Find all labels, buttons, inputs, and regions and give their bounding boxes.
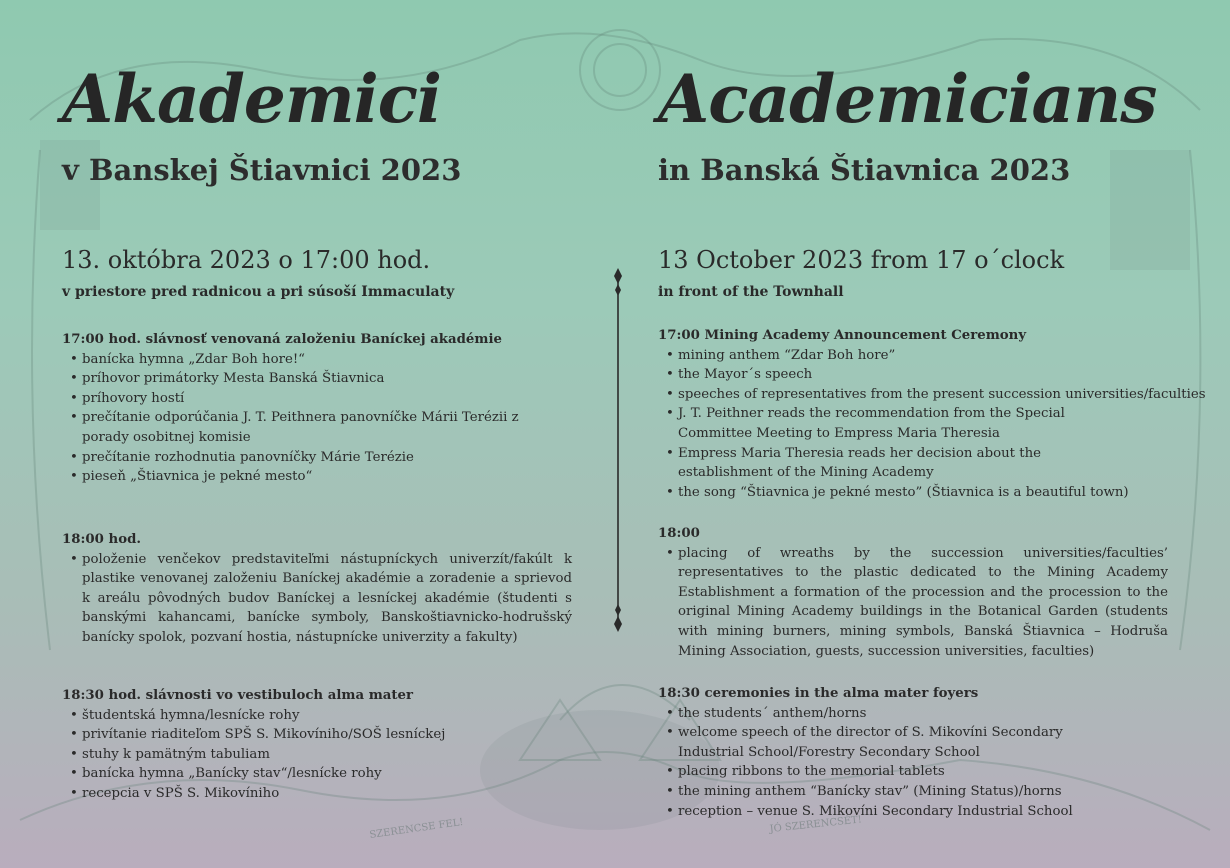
list-item: • stuhy k pamätným tabuliam — [82, 745, 532, 765]
list-item: • speeches of representatives from the present succession universities/faculties — [678, 385, 1178, 405]
list-item: • položenie venčekov predstaviteľmi nástupníckych univerzít/fakúlt k plastike venovanej založeniu Baníckej akadémie a zoradenie a sprievod k areálu pôvodných budov Baníckej a lesníckej akadémie (študenti s banskými kahancami, banícke symboly, Banskoštiavnicko-hodrušský banícky spolok, pozvaní hostia, nástupnícke univerzity a fakulty) — [82, 550, 572, 648]
list-item: • študentská hymna/lesnícke rohy — [82, 706, 532, 726]
ornamental-divider — [612, 268, 624, 632]
event-date-en: 13 October 2023 from 17 o´clock — [658, 246, 1065, 274]
list-item: • recepcia v SPŠ S. Mikovíniho — [82, 784, 532, 804]
section-heading: 18:30 ceremonies in the alma mater foyers — [658, 686, 979, 701]
program-section-en-1 — [658, 326, 1206, 502]
subtitle-sk: v Banskej Štiavnici 2023 — [62, 153, 462, 187]
program-section-sk-2 — [62, 530, 572, 648]
section-heading: 17:00 hod. slávnosť venovaná založeniu Baníckej akadémie — [62, 332, 502, 347]
event-place-sk: v priestore pred radnicou a pri súsoší Immaculaty — [62, 284, 455, 300]
section-heading: 18:00 — [658, 526, 700, 541]
page-title-sk: Akademici — [62, 60, 442, 138]
list-item: • the Mayor´s speech — [678, 365, 1178, 385]
list-item: • banícka hymna „Banícky stav“/lesnícke rohy — [82, 764, 532, 784]
list-item: • privítanie riaditeľom SPŠ S. Mikovíniho/SOŠ lesníckej — [82, 725, 532, 745]
list-item: • mining anthem “Zdar Boh hore” — [678, 346, 1178, 366]
list-item: • banícka hymna „Zdar Boh hore!“ — [82, 350, 532, 370]
list-item: • prečítanie odporúčania J. T. Peithnera panovníčke Márii Terézii z porady osobitnej komisie — [82, 408, 522, 447]
list-item: • príhovory hostí — [82, 389, 532, 409]
list-item: • Empress Maria Theresia reads her decision about the establishment of the Mining Academy — [678, 444, 1128, 483]
list-item: • placing of wreaths by the succession universities/faculties’ representatives to the plastic dedicated to the Mining Academy Establishment a formation of the procession and the procession to the original Mining Academy buildings in the Botanical Garden (students with mining burners, mining symbols, Banská Štiavnica – Hodruša Mining Association, guests, succession universities, faculties) — [678, 544, 1168, 662]
list-item: • J. T. Peithner reads the recommendation from the Special Committee Meeting to Empress Maria Theresia — [678, 404, 1138, 443]
list-item: • prečítanie rozhodnutia panovníčky Márie Terézie — [82, 448, 532, 468]
program-section-en-3 — [658, 684, 1128, 821]
page-title-en: Academicians — [658, 60, 1157, 138]
section-heading: 18:00 hod. — [62, 532, 142, 547]
banner-right-text: JÓ SZERENCSÉT! — [769, 814, 863, 835]
list-item: • welcome speech of the director of S. Mikovíni Secondary Industrial School/Forestry Secondary School — [678, 723, 1128, 762]
section-heading: 18:30 hod. slávnosti vo vestibuloch alma mater — [62, 688, 414, 703]
list-item: • reception – venue S. Mikovíni Secondary Industrial School — [678, 802, 1128, 822]
list-item: • príhovor primátorky Mesta Banská Štiavnica — [82, 369, 532, 389]
list-item: • the students´ anthem/horns — [678, 704, 1128, 724]
event-place-en: in front of the Townhall — [658, 284, 844, 300]
subtitle-en: in Banská Štiavnica 2023 — [658, 153, 1071, 187]
list-item: • placing ribbons to the memorial tablets — [678, 762, 1128, 782]
program-section-en-2 — [658, 524, 1168, 661]
program-section-sk-1 — [62, 330, 532, 487]
list-item: • the song “Štiavnica je pekné mesto” (Štiavnica is a beautiful town) — [678, 483, 1178, 503]
list-item: • pieseň „Štiavnica je pekné mesto“ — [82, 467, 532, 487]
event-date-sk: 13. októbra 2023 o 17:00 hod. — [62, 246, 431, 274]
section-heading: 17:00 Mining Academy Announcement Ceremony — [658, 328, 1027, 343]
program-section-sk-3 — [62, 686, 532, 804]
banner-left-text: SZERENCSE FEL! — [368, 816, 465, 841]
list-item: • the mining anthem “Banícky stav” (Mining Status)/horns — [678, 782, 1128, 802]
